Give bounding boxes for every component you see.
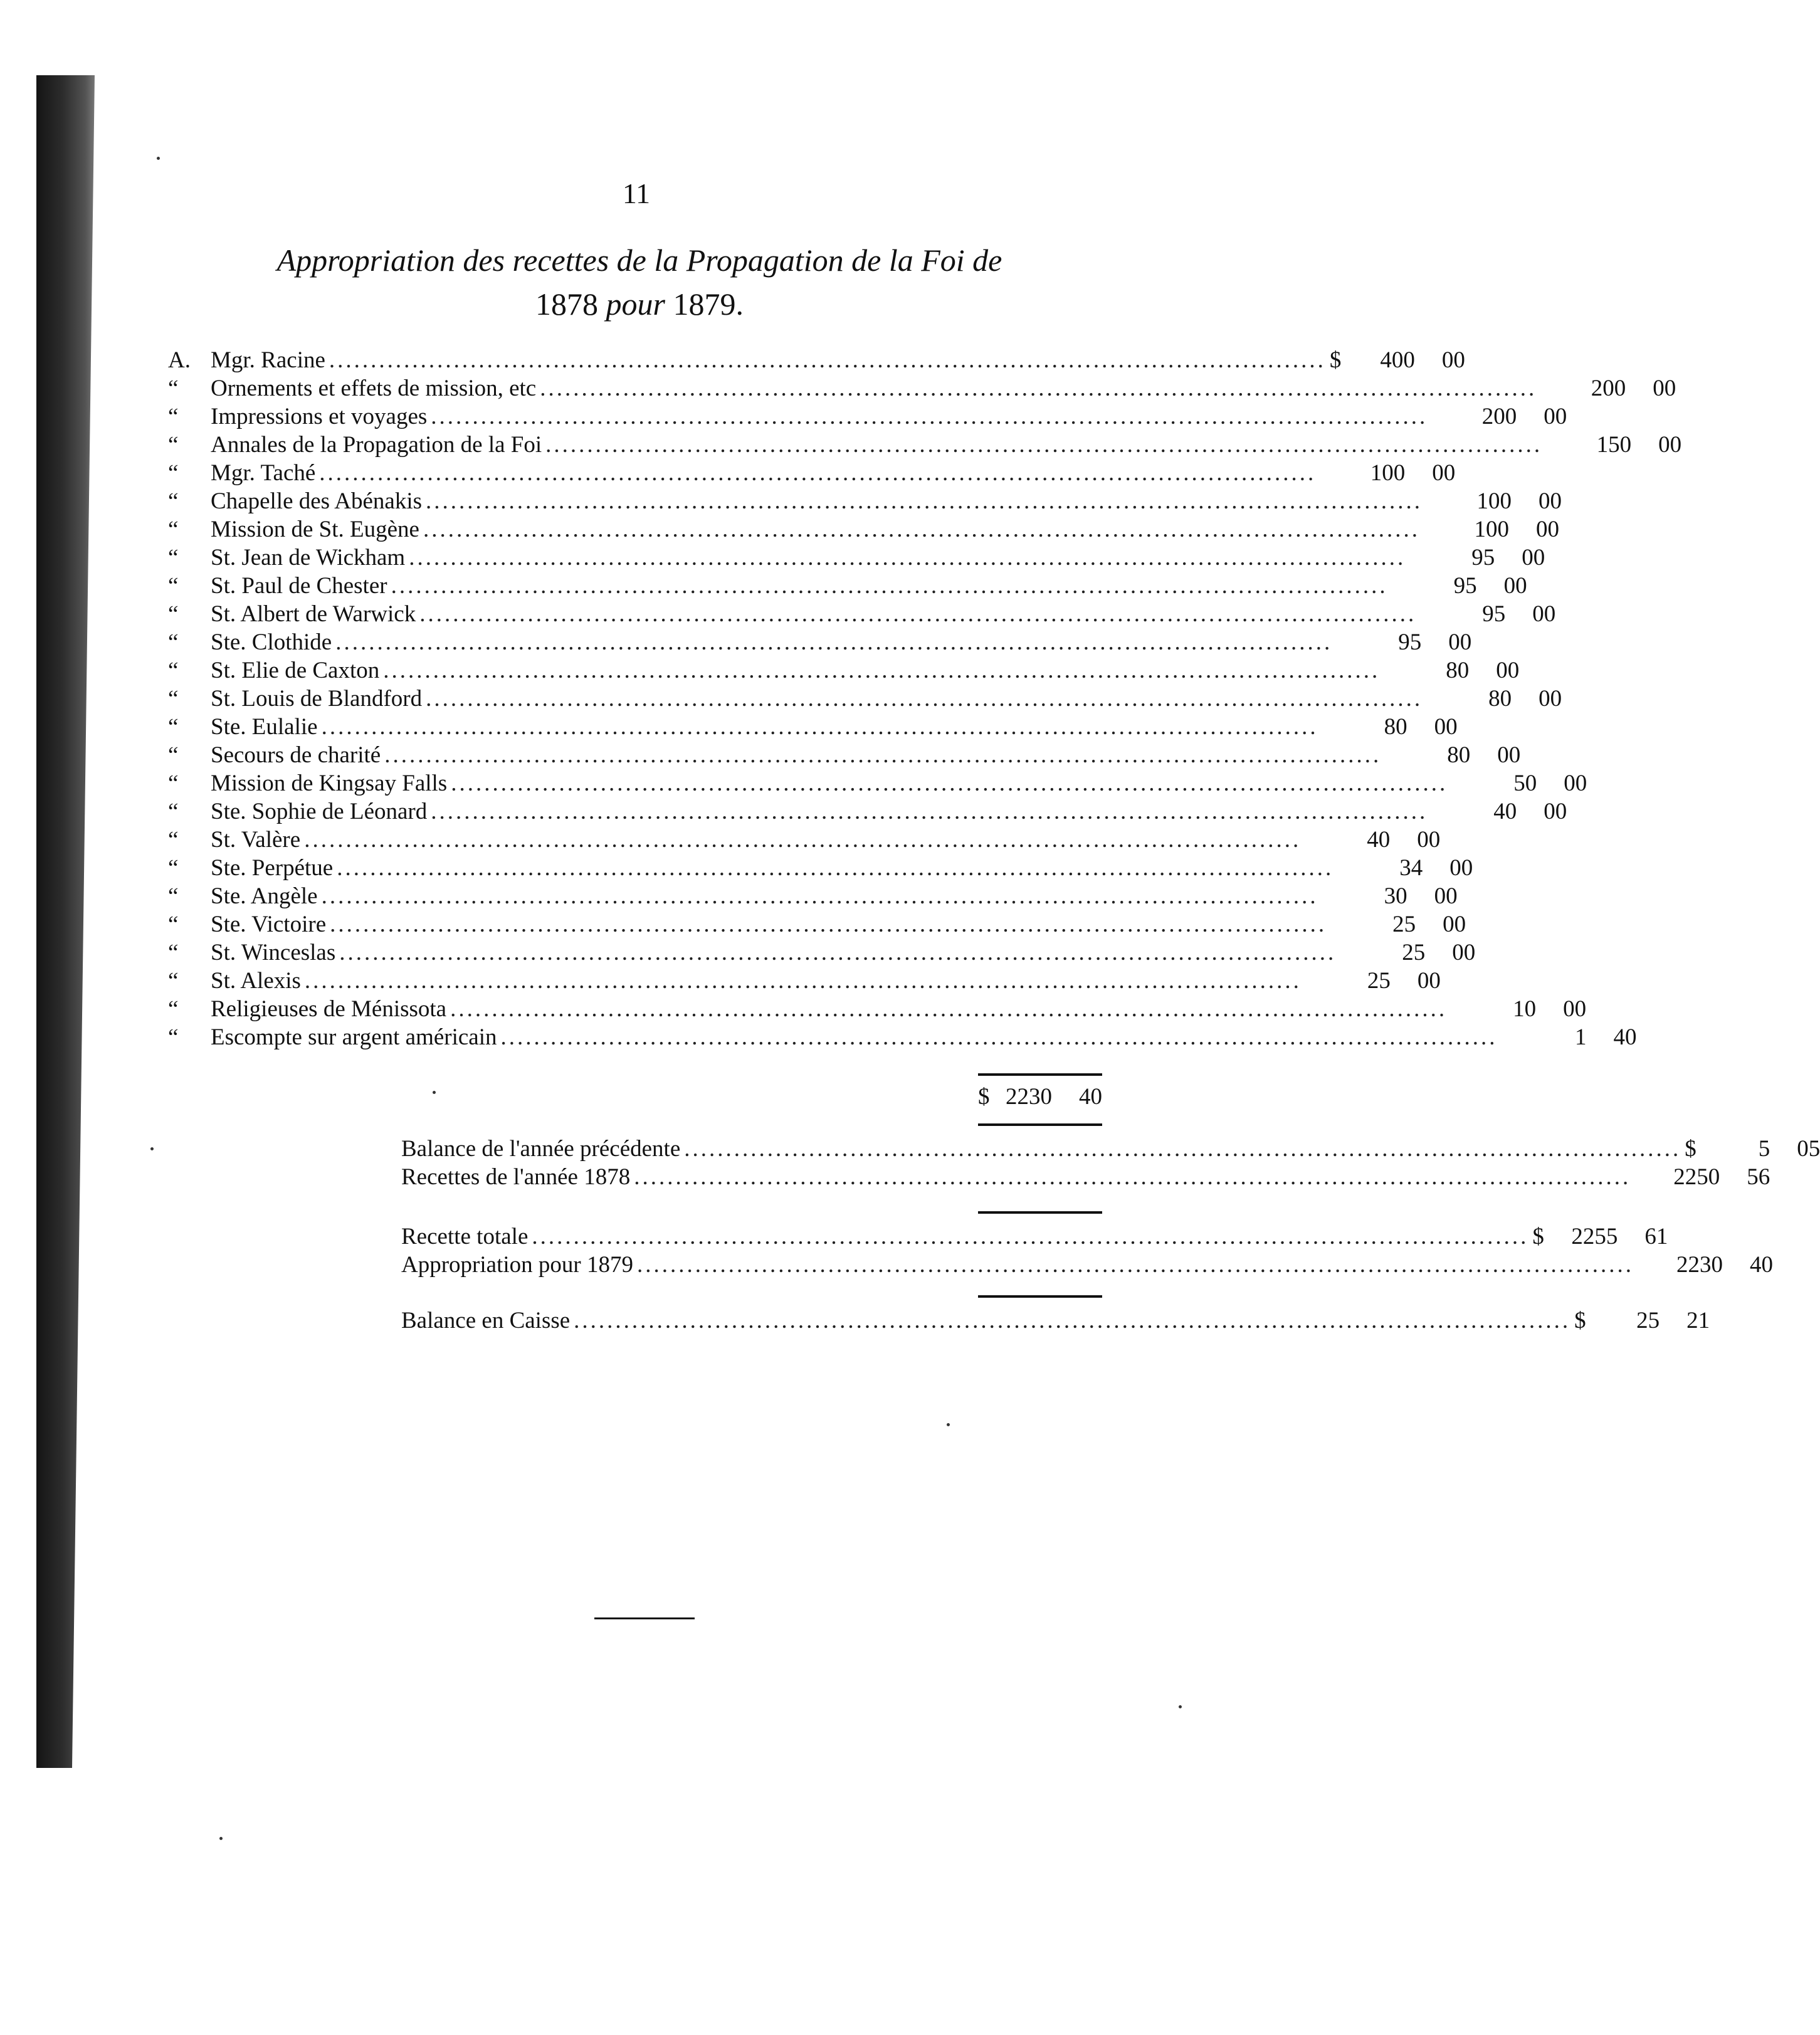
summary-row [401, 1163, 1770, 1191]
dot-leader: ........................................................................................................................ [431, 404, 1428, 429]
subtotal-rule [978, 1073, 1102, 1076]
dot-leader: ........................................................................................................................ [335, 629, 1333, 655]
row-prefix: “ [168, 517, 179, 542]
row-prefix: “ [168, 827, 179, 853]
row-cents: 00 [1539, 686, 1562, 712]
row-cents: 00 [1496, 658, 1520, 683]
row-cents: 00 [1653, 376, 1676, 401]
page-number: 11 [622, 177, 651, 209]
row-prefix: “ [168, 714, 179, 740]
dot-leader: ........................................................................................................................ [319, 460, 1317, 486]
row-prefix: “ [168, 770, 179, 796]
row-label: St. Albert de Warwick [211, 601, 416, 627]
ledger-row [168, 797, 1567, 826]
row-cents: 00 [1449, 855, 1473, 881]
row-dollars: 1 [1575, 1024, 1587, 1050]
row-label: Balance en Caisse [401, 1308, 571, 1333]
dot-leader: ........................................................................................................................ [304, 827, 1302, 853]
row-label: St. Jean de Wickham [211, 545, 406, 571]
ledger-row [168, 628, 1472, 656]
row-cents: 00 [1443, 912, 1466, 937]
appropriation-ledger [168, 346, 1682, 1051]
ledger-row [168, 1023, 1637, 1051]
row-prefix: “ [168, 799, 179, 824]
ledger-row [168, 431, 1682, 459]
dot-leader: ........................................................................................................................ [384, 742, 1382, 768]
total-currency: $ [978, 1084, 990, 1110]
ledger-row [168, 656, 1520, 685]
row-dollars: 5 [1758, 1136, 1770, 1162]
row-prefix: A. [168, 347, 191, 373]
end-rule [594, 1617, 695, 1619]
row-prefix: “ [168, 912, 179, 937]
ledger-row [168, 995, 1587, 1023]
dot-leader: ........................................................................................................................ [451, 770, 1448, 796]
row-prefix: “ [168, 545, 179, 571]
row-label: Ste. Sophie de Léonard [211, 799, 428, 824]
row-label: St. Louis de Blandford [211, 686, 423, 712]
row-cents: 00 [1532, 601, 1556, 627]
row-prefix: “ [168, 940, 179, 965]
book-binding-edge [36, 75, 130, 1768]
row-currency: $ [1685, 1136, 1696, 1162]
ledger-row [168, 882, 1458, 910]
row-prefix: “ [168, 742, 179, 768]
ledger-row [168, 741, 1521, 769]
row-label: Escompte sur argent américain [211, 1024, 497, 1050]
ledger-row [168, 459, 1456, 487]
row-prefix: “ [168, 996, 179, 1022]
row-label: St. Elie de Caxton [211, 658, 380, 683]
row-cents: 05 [1797, 1136, 1820, 1162]
row-cents: 00 [1564, 770, 1587, 796]
row-cents: 00 [1434, 714, 1458, 740]
row-cents: 00 [1544, 404, 1567, 429]
row-cents: 00 [1448, 629, 1472, 655]
row-dollars: 95 [1471, 545, 1495, 571]
dot-leader: ........................................................................................................................ [304, 968, 1302, 994]
row-label: Mgr. Taché [211, 460, 316, 486]
row-dollars: 80 [1447, 742, 1471, 768]
print-speck [157, 157, 160, 160]
row-label: Ste. Victoire [211, 912, 327, 937]
title-line-2 [163, 282, 1116, 326]
print-speck [150, 1147, 154, 1150]
row-dollars: 95 [1482, 601, 1506, 627]
row-cents: 00 [1497, 742, 1521, 768]
row-dollars: 80 [1384, 714, 1407, 740]
title-word-pour: pour [606, 287, 665, 322]
row-label: Appropriation pour 1879 [401, 1252, 633, 1278]
row-cents: 56 [1747, 1164, 1770, 1190]
dot-leader: ........................................................................................................................ [426, 686, 1423, 712]
dot-leader: ........................................................................................................................ [636, 1252, 1634, 1278]
row-dollars: 25 [1636, 1308, 1660, 1333]
row-cents: 61 [1644, 1224, 1668, 1249]
row-cents: 00 [1441, 347, 1465, 373]
row-dollars: 80 [1488, 686, 1512, 712]
ledger-row [168, 685, 1562, 713]
row-cents: 00 [1432, 460, 1456, 486]
row-prefix: “ [168, 883, 179, 909]
row-cents: 21 [1686, 1308, 1710, 1333]
row-prefix: “ [168, 601, 179, 627]
row-currency: $ [1574, 1308, 1586, 1333]
title-line-1: Appropriation des recettes de la Propagation de la Foi de [276, 243, 1002, 278]
row-dollars: 2230 [1676, 1252, 1723, 1278]
row-label: St. Winceslas [211, 940, 336, 965]
row-dollars: 50 [1513, 770, 1537, 796]
dot-leader: ........................................................................................................................ [532, 1224, 1529, 1249]
row-currency: $ [1329, 347, 1342, 373]
receipts-rule [978, 1295, 1102, 1298]
row-label: St. Alexis [211, 968, 301, 994]
dot-leader: ........................................................................................................................ [545, 432, 1543, 458]
row-dollars: 95 [1398, 629, 1422, 655]
row-label: Recettes de l'année 1878 [401, 1164, 631, 1190]
dot-leader: ........................................................................................................................ [409, 545, 1406, 571]
dot-leader: ........................................................................................................................ [337, 855, 1334, 881]
row-prefix: “ [168, 376, 179, 401]
ledger-row [168, 854, 1473, 882]
row-dollars: 2250 [1673, 1164, 1720, 1190]
dot-leader: ........................................................................................................................ [391, 573, 1388, 599]
row-dollars: 10 [1513, 996, 1537, 1022]
row-dollars: 100 [1474, 517, 1509, 542]
row-label: Secours de charité [211, 742, 381, 768]
row-label: Balance de l'année précédente [401, 1136, 681, 1162]
row-dollars: 200 [1481, 404, 1517, 429]
row-cents: 00 [1452, 940, 1476, 965]
row-cents: 00 [1539, 488, 1562, 514]
total-rule [978, 1123, 1102, 1126]
row-dollars: 95 [1453, 573, 1477, 599]
summary-row [401, 1135, 1820, 1163]
dot-leader: ........................................................................................................................ [329, 347, 1326, 373]
dot-leader: ........................................................................................................................ [450, 996, 1448, 1022]
dot-leader: ........................................................................................................................ [419, 601, 1417, 627]
row-dollars: 100 [1476, 488, 1512, 514]
receipts-block [401, 1223, 1773, 1279]
row-dollars: 40 [1493, 799, 1517, 824]
row-cents: 00 [1544, 799, 1567, 824]
total-cents: 40 [1079, 1084, 1102, 1110]
row-label: Mission de Kingsay Falls [211, 770, 448, 796]
ledger-row [168, 346, 1465, 374]
print-speck [433, 1091, 436, 1094]
dot-leader: ........................................................................................................................ [540, 376, 1537, 401]
dot-leader: ........................................................................................................................ [423, 517, 1420, 542]
row-cents: 00 [1417, 827, 1441, 853]
row-prefix: “ [168, 573, 179, 599]
dot-leader: ........................................................................................................................ [574, 1308, 1571, 1333]
dot-leader: ........................................................................................................................ [426, 488, 1423, 514]
row-label: Chapelle des Abénakis [211, 488, 423, 514]
row-label: Ste. Angèle [211, 883, 318, 909]
row-label: Religieuses de Ménissota [211, 996, 447, 1022]
row-label: St. Paul de Chester [211, 573, 387, 599]
balance-rule [978, 1211, 1102, 1214]
dot-leader: ........................................................................................................................ [321, 714, 1318, 740]
row-label: Ste. Clothide [211, 629, 332, 655]
row-prefix: “ [168, 658, 179, 683]
ledger-row [168, 402, 1567, 431]
row-prefix: “ [168, 968, 179, 994]
row-currency: $ [1532, 1224, 1544, 1249]
row-cents: 00 [1417, 968, 1441, 994]
ledger-row [168, 826, 1441, 854]
cash-block [401, 1307, 1710, 1335]
row-dollars: 25 [1392, 912, 1416, 937]
total-row [978, 1083, 1102, 1115]
page-title [163, 238, 1116, 326]
row-dollars: 400 [1380, 347, 1415, 373]
row-dollars: 2255 [1571, 1224, 1618, 1249]
row-dollars: 25 [1402, 940, 1426, 965]
dot-leader: ........................................................................................................................ [339, 940, 1337, 965]
balance-block [401, 1135, 1820, 1191]
print-speck [947, 1423, 950, 1426]
row-label: Impressions et voyages [211, 404, 428, 429]
row-label: St. Valère [211, 827, 301, 853]
row-prefix: “ [168, 404, 179, 429]
row-cents: 00 [1563, 996, 1587, 1022]
dot-leader: ........................................................................................................................ [383, 658, 1381, 683]
row-dollars: 100 [1370, 460, 1406, 486]
dot-leader: ........................................................................................................................ [321, 883, 1318, 909]
row-cents: 00 [1522, 545, 1545, 571]
row-dollars: 200 [1591, 376, 1626, 401]
row-label: Mission de St. Eugène [211, 517, 419, 542]
ledger-row [168, 967, 1441, 995]
row-prefix: “ [168, 460, 179, 486]
ledger-row [168, 910, 1466, 939]
row-prefix: “ [168, 1024, 179, 1050]
ledger-row [168, 600, 1556, 628]
ledger-row [168, 939, 1476, 967]
ledger-row [168, 572, 1527, 600]
title-year-2: 1879. [673, 287, 744, 322]
row-prefix: “ [168, 855, 179, 881]
ledger-row [168, 487, 1562, 515]
dot-leader: ........................................................................................................................ [330, 912, 1327, 937]
row-prefix: “ [168, 432, 179, 458]
row-label: Annales de la Propagation de la Foi [211, 432, 542, 458]
ledger-row [168, 769, 1587, 797]
print-speck [219, 1837, 223, 1840]
summary-row [401, 1223, 1668, 1251]
row-dollars: 80 [1446, 658, 1470, 683]
dot-leader: ........................................................................................................................ [684, 1136, 1681, 1162]
row-dollars: 150 [1596, 432, 1632, 458]
ledger-row [168, 374, 1676, 402]
dot-leader: ........................................................................................................................ [431, 799, 1428, 824]
row-cents: 00 [1503, 573, 1527, 599]
row-label: Ste. Eulalie [211, 714, 318, 740]
row-prefix: “ [168, 629, 179, 655]
row-cents: 00 [1434, 883, 1458, 909]
row-prefix: “ [168, 686, 179, 712]
ledger-row [168, 544, 1545, 572]
row-dollars: 30 [1384, 883, 1407, 909]
row-dollars: 40 [1367, 827, 1391, 853]
row-label: Ste. Perpétue [211, 855, 334, 881]
row-cents: 40 [1749, 1252, 1773, 1278]
ledger-row [168, 515, 1559, 544]
summary-row [401, 1307, 1710, 1335]
row-label: Mgr. Racine [211, 347, 325, 373]
total-dollars: 2230 [1006, 1084, 1052, 1110]
row-prefix: “ [168, 488, 179, 514]
ledger-row [168, 713, 1458, 741]
row-cents: 40 [1613, 1024, 1637, 1050]
row-dollars: 25 [1367, 968, 1391, 994]
summary-row [401, 1251, 1773, 1279]
row-cents: 00 [1535, 517, 1559, 542]
title-year-1: 1878 [535, 287, 599, 322]
row-label: Recette totale [401, 1224, 529, 1249]
dot-leader: ........................................................................................................................ [634, 1164, 1631, 1190]
row-label: Ornements et effets de mission, etc [211, 376, 537, 401]
dot-leader: ........................................................................................................................ [500, 1024, 1498, 1050]
row-cents: 00 [1658, 432, 1682, 458]
row-dollars: 34 [1399, 855, 1423, 881]
print-speck [1179, 1705, 1182, 1708]
